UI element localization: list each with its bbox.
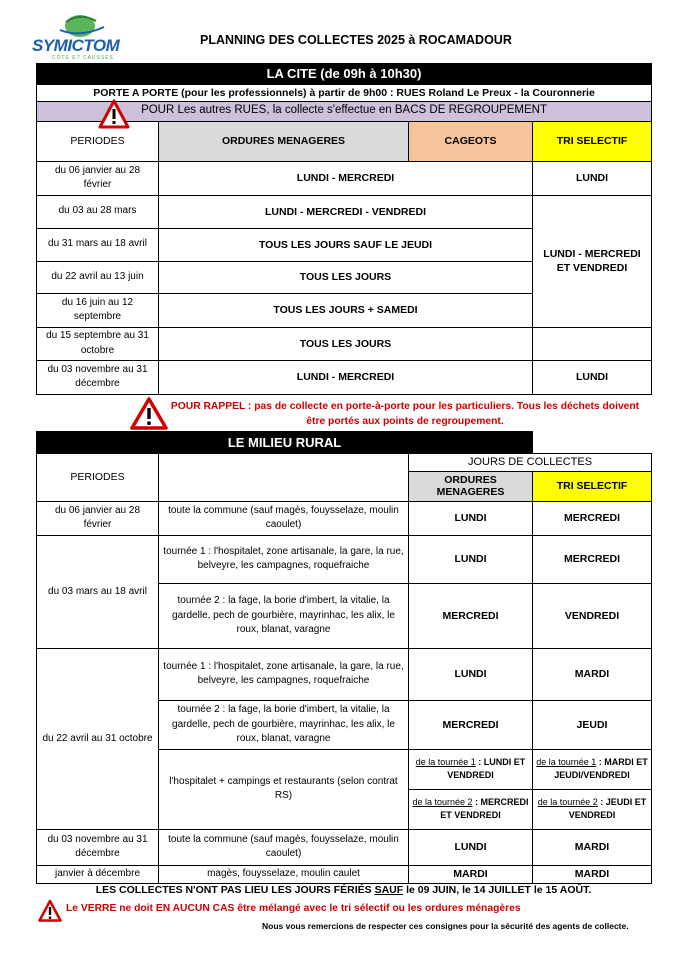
rural-tri-tournee2: de la tournée 2 : JEUDI ET VENDREDI — [533, 789, 652, 829]
rural-zone: tournée 1 : l'hospitalet, zone artisanale, la gare, la rue, belveyre, les campagnes, roquefraiche — [159, 535, 409, 583]
page-title: PLANNING DES COLLECTES 2025 à ROCAMADOUR — [200, 33, 512, 47]
cite-period: du 15 septembre au 31 octobre — [37, 327, 159, 360]
rural-tri-tournee1: de la tournée 1 : MARDI ET JEUDI/VENDREDI — [533, 749, 652, 789]
cite-om: LUNDI - MERCREDI — [159, 360, 533, 394]
cite-period: du 16 juin au 12 septembre — [37, 293, 159, 327]
rural-period: du 22 avril au 31 octobre — [37, 648, 159, 829]
rural-om-tournee1: de la tournée 1 : LUNDI ET VENDREDI — [409, 749, 533, 789]
rural-tri: MARDI — [533, 648, 652, 700]
rural-header-tri: TRI SELECTIF — [533, 471, 652, 501]
rural-tri: VENDREDI — [533, 583, 652, 648]
cite-tri: LUNDI — [533, 161, 652, 195]
rural-header-om: ORDURES MENAGERES — [409, 471, 533, 501]
rural-period: du 03 novembre au 31 décembre — [37, 829, 159, 865]
rural-zone: tournée 2 : la fage, la borie d'imbert, la vitalie, la gardelle, pech de gourbière, mayrinhac, les alix, le roux, blanat, varagne — [159, 700, 409, 749]
rural-zone: l'hospitalet + campings et restaurants (selon contrat RS) — [159, 749, 409, 829]
warning-icon — [98, 99, 130, 129]
cite-om: TOUS LES JOURS — [159, 261, 533, 293]
cite-period: du 31 mars au 18 avril — [37, 228, 159, 261]
cite-om: TOUS LES JOURS SAUF LE JEUDI — [159, 228, 533, 261]
logo — [30, 8, 130, 64]
rural-table — [36, 431, 652, 884]
rural-header-jours: JOURS DE COLLECTES — [409, 454, 652, 472]
cite-period: du 22 avril au 13 juin — [37, 261, 159, 293]
cite-om: LUNDI - MERCREDI - VENDREDI — [159, 195, 533, 228]
cite-period: du 03 novembre au 31 décembre — [37, 360, 159, 394]
rural-zone: toute la commune (sauf magès, fouysselaze, moulin caoulet) — [159, 501, 409, 535]
rural-period: du 06 janvier au 28 février — [37, 501, 159, 535]
rural-period: du 03 mars au 18 avril — [37, 535, 159, 648]
rural-zone: tournée 2 : la fage, la borie d'imbert, la vitalie, la gardelle, pech de gourbière, mayrinhac, les alix, le roux, blanat, varagne — [159, 583, 409, 648]
cite-tri-empty — [533, 327, 652, 360]
rural-tri: MARDI — [533, 865, 652, 883]
cite-header-tri: TRI SELECTIF — [533, 121, 652, 161]
cite-period: du 06 janvier au 28 février — [37, 161, 159, 195]
warning-icon — [38, 899, 62, 923]
rural-tri: MERCREDI — [533, 535, 652, 583]
cite-header-om: ORDURES MENAGERES — [159, 121, 409, 161]
rural-om-tournee2: de la tournée 2 : MERCREDI ET VENDREDI — [409, 789, 533, 829]
rural-period: janvier à décembre — [37, 865, 159, 883]
thanks-note: Nous vous remercions de respecter ces consignes pour la sécurité des agents de collecte. — [262, 921, 629, 931]
rural-title-blank — [533, 432, 652, 454]
cite-subtitle: PORTE A PORTE (pour les professionnels) à partir de 9h00 : RUES Roland Le Preux - la Couronnerie — [37, 84, 652, 101]
cite-tri-merged: LUNDI - MERCREDI ET VENDREDI — [533, 195, 652, 327]
cite-period: du 03 au 28 mars — [37, 195, 159, 228]
rural-om: LUNDI — [409, 535, 533, 583]
cite-header-cageots: CAGEOTS — [409, 121, 533, 161]
logo-name: SYMICTOM — [32, 36, 120, 55]
rural-tri: MERCREDI — [533, 501, 652, 535]
rural-om: MERCREDI — [409, 700, 533, 749]
rural-zone: magès, fouysselaze, moulin caulet — [159, 865, 409, 883]
verre-warning: Le VERRE ne doit EN AUCUN CAS être mélangé avec le tri sélectif ou les ordures ménagères — [66, 903, 521, 914]
rural-title: LE MILIEU RURAL — [37, 432, 533, 454]
cite-om: TOUS LES JOURS + SAMEDI — [159, 293, 533, 327]
rural-om: LUNDI — [409, 648, 533, 700]
rural-om: LUNDI — [409, 829, 533, 865]
rural-header-zone — [159, 454, 409, 502]
cite-header-periods: PERIODES — [37, 121, 159, 161]
rural-header-periods: PERIODES — [37, 454, 159, 502]
rural-zone: toute la commune (sauf magès, fouysselaze, moulin caoulet) — [159, 829, 409, 865]
cite-title: LA CITE (de 09h à 10h30) — [37, 64, 652, 85]
rural-om: MARDI — [409, 865, 533, 883]
rural-zone: tournée 1 : l'hospitalet, zone artisanale, la gare, la rue, belveyre, les campagnes, roquefraiche — [159, 648, 409, 700]
rural-om: MERCREDI — [409, 583, 533, 648]
rural-tri: JEUDI — [533, 700, 652, 749]
rural-om: LUNDI — [409, 501, 533, 535]
cite-om: LUNDI - MERCREDI — [159, 161, 533, 195]
logo-tagline: CÔTE ET CAUSSES — [52, 55, 114, 61]
warning-icon — [130, 397, 168, 431]
cite-tri: LUNDI — [533, 360, 652, 394]
rappel-text: POUR RAPPEL : pas de collecte en porte-à-porte pour les particuliers. Tous les déchets doivent être portés aux points de regroupement. — [170, 401, 640, 427]
rural-tri: MARDI — [533, 829, 652, 865]
cite-notice-text: POUR Les autres RUES, la collecte s'effectue en BACS DE REGROUPEMENT — [141, 104, 547, 117]
feries-notice: LES COLLECTES N'ONT PAS LIEU LES JOURS FÉRIÉS SAUF le 09 JUIN, le 14 JUILLET le 15 AOÛT. — [95, 884, 592, 896]
cite-om: TOUS LES JOURS — [159, 327, 533, 360]
